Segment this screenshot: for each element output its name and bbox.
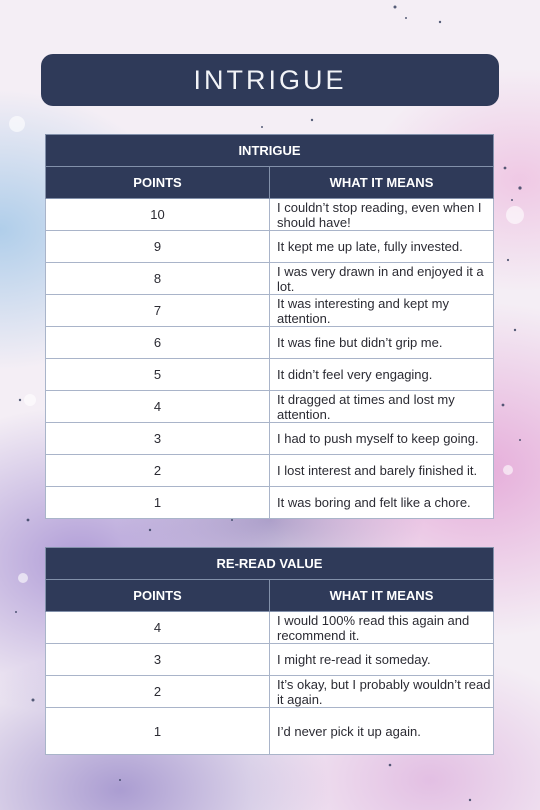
column-header-meaning: WHAT IT MEANS: [270, 580, 494, 612]
table-row: [46, 359, 494, 391]
points-cell: 3: [46, 423, 270, 455]
table-row: [46, 612, 494, 644]
meaning-cell: I would 100% read this again and recommend it.: [270, 612, 494, 644]
meaning-cell: I couldn’t stop reading, even when I should have!: [270, 199, 494, 231]
points-cell: 2: [46, 455, 270, 487]
meaning-cell: I’d never pick it up again.: [270, 708, 494, 755]
meaning-cell: It kept me up late, fully invested.: [270, 231, 494, 263]
reread-value-table: [45, 547, 494, 755]
meaning-cell: It dragged at times and lost my attention.: [270, 391, 494, 423]
points-cell: 9: [46, 231, 270, 263]
table-row: [46, 327, 494, 359]
points-cell: 1: [46, 708, 270, 755]
table-row: [46, 199, 494, 231]
meaning-cell: I had to push myself to keep going.: [270, 423, 494, 455]
points-cell: 4: [46, 391, 270, 423]
meaning-cell: It was fine but didn’t grip me.: [270, 327, 494, 359]
table-row: [46, 455, 494, 487]
meaning-cell: It was boring and felt like a chore.: [270, 487, 494, 519]
points-cell: 3: [46, 644, 270, 676]
meaning-cell: I was very drawn in and enjoyed it a lot.: [270, 263, 494, 295]
intrigue-table: [45, 134, 494, 519]
meaning-cell: It didn’t feel very engaging.: [270, 359, 494, 391]
meaning-cell: It was interesting and kept my attention.: [270, 295, 494, 327]
table-row: [46, 644, 494, 676]
points-cell: 5: [46, 359, 270, 391]
table-title: RE-READ VALUE: [46, 548, 494, 580]
table-row: [46, 263, 494, 295]
table-row: [46, 231, 494, 263]
table-row: [46, 423, 494, 455]
table-row: [46, 391, 494, 423]
page-title-banner: [41, 54, 499, 106]
points-cell: 10: [46, 199, 270, 231]
table-row: [46, 708, 494, 755]
points-cell: 4: [46, 612, 270, 644]
column-header-points: POINTS: [46, 167, 270, 199]
points-cell: 6: [46, 327, 270, 359]
page-title: INTRIGUE: [193, 64, 347, 95]
meaning-cell: It’s okay, but I probably wouldn’t read it again.: [270, 676, 494, 708]
points-cell: 2: [46, 676, 270, 708]
points-cell: 1: [46, 487, 270, 519]
column-header-meaning: WHAT IT MEANS: [270, 167, 494, 199]
table-title: INTRIGUE: [46, 135, 494, 167]
column-header-points: POINTS: [46, 580, 270, 612]
meaning-cell: I lost interest and barely finished it.: [270, 455, 494, 487]
points-cell: 7: [46, 295, 270, 327]
points-cell: 8: [46, 263, 270, 295]
meaning-cell: I might re-read it someday.: [270, 644, 494, 676]
table-row: [46, 676, 494, 708]
table-row: [46, 487, 494, 519]
table-row: [46, 295, 494, 327]
